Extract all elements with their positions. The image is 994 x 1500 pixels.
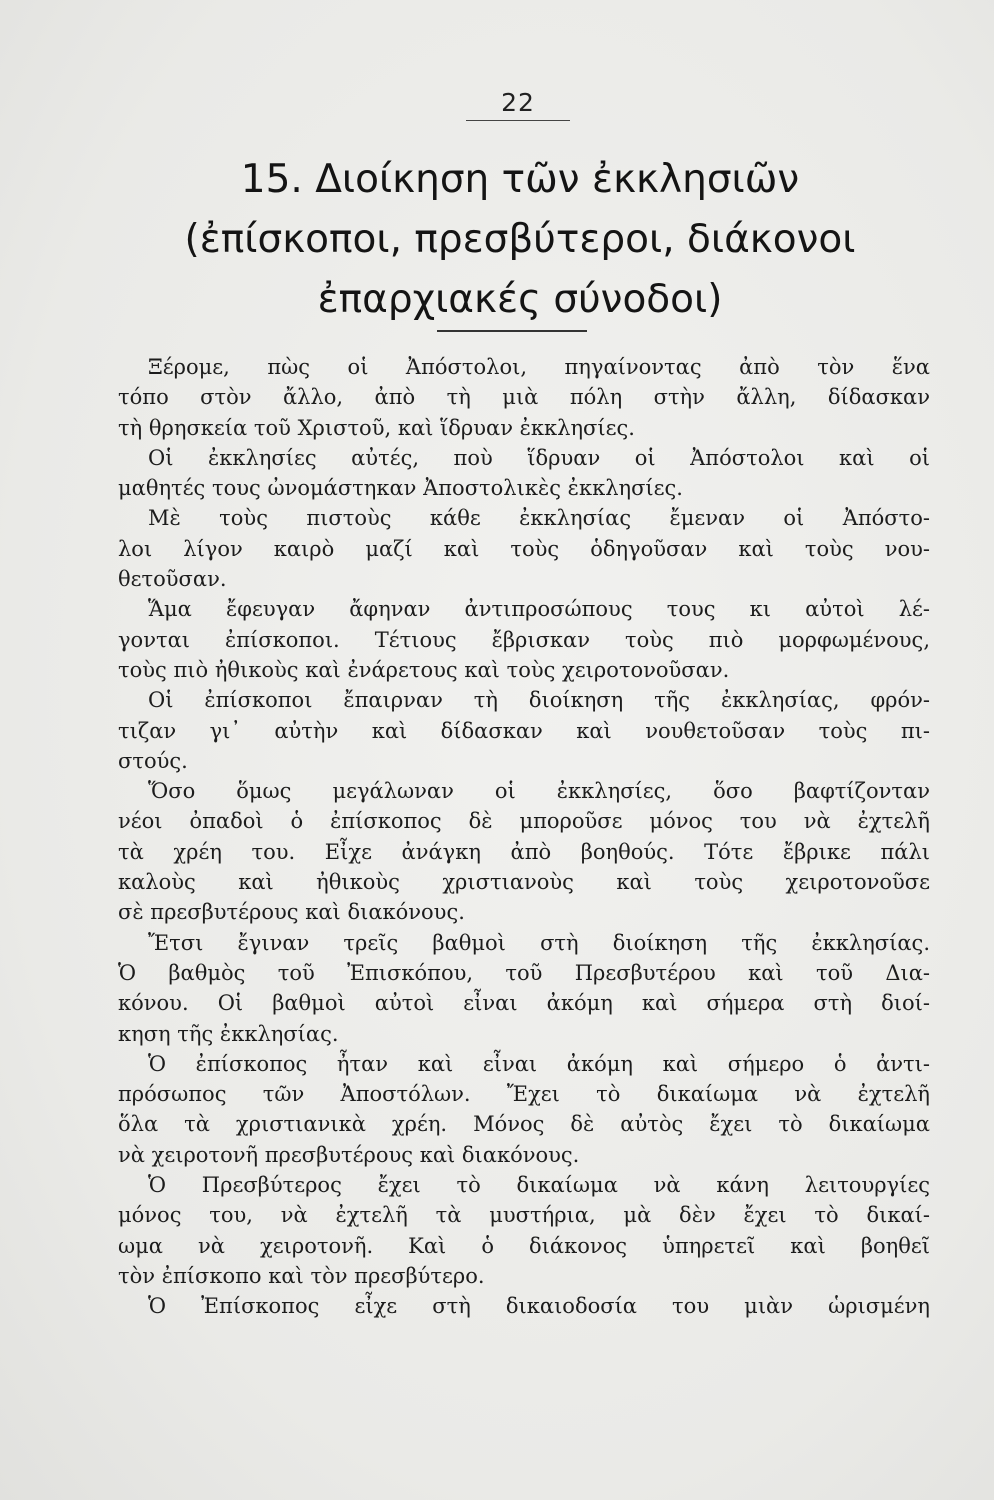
text-line: κόνου. Οἱ βαθμοὶ αὐτοὶ εἶναι ἀκόμη καὶ σήμερα στὴ διοί- [118, 991, 930, 1016]
page-number: 22 [501, 88, 535, 117]
page-number-rule [466, 120, 570, 121]
text-line: μαθητές τους ὠνομάστηκαν Ἀποστολικὲς ἐκκλησίες. [118, 476, 683, 501]
text-line: τὸν ἐπίσκοπο καὶ τὸν πρεσβύτερο. [118, 1263, 485, 1288]
text-line: Ὁ ἐπίσκοπος ἦταν καὶ εἶναι ἀκόμη καὶ σήμερο ὁ ἀντι- [148, 1051, 930, 1076]
text-line: τὴ θρησκεία τοῦ Χριστοῦ, καὶ ἵδρυαν ἐκκλησίες. [118, 415, 635, 440]
text-line: τιζαν γι᾽ αὐτὴν καὶ δίδασκαν καὶ νουθετοῦσαν τοὺς πι- [118, 718, 930, 743]
body-text [118, 352, 930, 1322]
chapter-title-line: (ἐπίσκοποι, πρεσβύτεροι, διάκονοι [184, 217, 856, 262]
chapter-title-line: 15. Διοίκηση τῶν ἐκκλησιῶν [240, 157, 800, 202]
text-line: Ξέρομε, πὼς οἱ Ἀπόστολοι, πηγαίνοντας ἀπὸ τὸν ἕνα [148, 355, 930, 379]
text-line: θετοῦσαν. [118, 567, 227, 592]
text-line: λοι λίγον καιρὸ μαζί καὶ τοὺς ὁδηγοῦσαν καὶ τοὺς νου- [118, 536, 930, 561]
text-line: Μὲ τοὺς πιστοὺς κάθε ἐκκλησίας ἔμεναν οἱ Ἀπόστο- [148, 506, 930, 531]
text-line: κηση τῆς ἐκκλησίας. [118, 1021, 339, 1046]
text-line: Ὁ Πρεσβύτερος ἔχει τὸ δικαίωμα νὰ κάνη λειτουργίες [148, 1173, 930, 1198]
text-line: πρόσωπος τῶν Ἀποστόλων. Ἔχει τὸ δικαίωμα νὰ ἐχτελῆ [118, 1082, 930, 1107]
text-line: Ἔτσι ἔγιναν τρεῖς βαθμοὶ στὴ διοίκηση τῆς ἐκκλησίας. [148, 930, 930, 955]
text-line: τὰ χρέη του. Εἶχε ἀνάγκη ἀπὸ βοηθούς. Τότε ἔβρικε πάλι [118, 839, 930, 864]
text-line: Ἅμα ἔφευγαν ἄφηναν ἀντιπροσώπους τους κι αὐτοὶ λέ- [148, 597, 930, 622]
text-line: ωμα νὰ χειροτονῆ. Καὶ ὁ διάκονος ὑπηρετεῖ καὶ βοηθεῖ [118, 1233, 930, 1258]
text-line: Ὁ Ἐπίσκοπος εἶχε στὴ δικαιοδοσία του μιὰν ὡρισμένη [148, 1294, 930, 1319]
chapter-title-line: ἐπαρχιακές σύνοδοι) [317, 277, 723, 322]
text-line: Οἱ ἐπίσκοποι ἔπαιρναν τὴ διοίκηση τῆς ἐκκλησίας, φρόν- [148, 688, 930, 713]
chapter-title [100, 150, 940, 330]
text-line: σὲ πρεσβυτέρους καὶ διακόνους. [118, 900, 465, 925]
text-line: γονται ἐπίσκοποι. Τέτιους ἔβρισκαν τοὺς πιὸ μορφωμένους, [118, 627, 930, 652]
text-line: νέοι ὀπαδοὶ ὁ ἐπίσκοπος δὲ μποροῦσε μόνος του νὰ ἐχτελῆ [118, 809, 930, 834]
text-line: τοὺς πιὸ ἠθικοὺς καὶ ἐνάρετους καὶ τοὺς χειροτονοῦσαν. [118, 657, 730, 682]
text-line: τόπο στὸν ἄλλο, ἀπὸ τὴ μιὰ πόλη στὴν ἄλλη, δίδασκαν [118, 385, 930, 410]
text-line: μόνος του, νὰ ἐχτελῆ τὰ μυστήρια, μὰ δὲν ἔχει τὸ δικαί- [118, 1203, 930, 1228]
text-line: στούς. [118, 748, 188, 773]
text-line: Οἱ ἐκκλησίες αὐτές, ποὺ ἵδρυαν οἱ Ἀπόστολοι καὶ οἱ [148, 445, 930, 470]
text-line: καλοὺς καὶ ἠθικοὺς χριστιανοὺς καὶ τοὺς χειροτονοῦσε [118, 870, 930, 895]
text-line: νὰ χειροτονῆ πρεσβυτέρους καὶ διακόνους. [118, 1142, 580, 1167]
text-line: ὅλα τὰ χριστιανικὰ χρέη. Μόνος δὲ αὐτὸς ἔχει τὸ δικαίωμα [118, 1112, 930, 1137]
title-divider [437, 330, 587, 332]
text-line: Ὅσο ὅμως μεγάλωναν οἱ ἐκκλησίες, ὅσο βαφτίζονταν [148, 779, 930, 804]
text-line: Ὁ βαθμὸς τοῦ Ἐπισκόπου, τοῦ Πρεσβυτέρου καὶ τοῦ Δια- [118, 960, 930, 985]
